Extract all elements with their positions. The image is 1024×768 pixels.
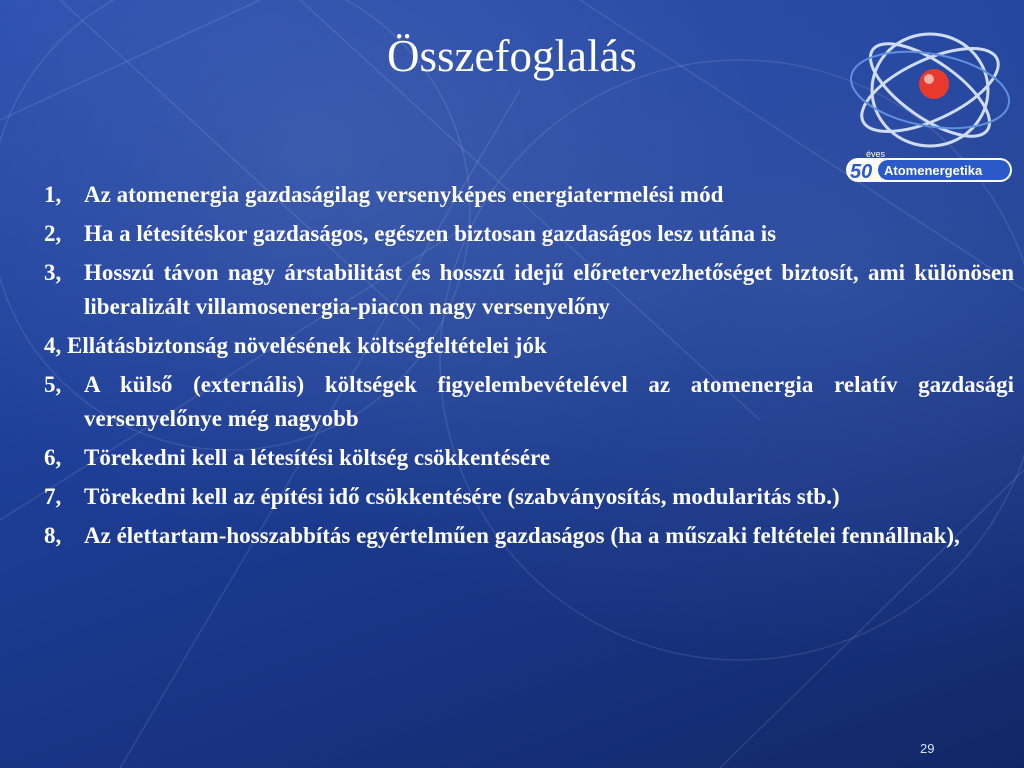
item-number: 5,	[44, 372, 62, 397]
item-number: 7,	[44, 484, 62, 509]
item-text: Az atomenergia gazdaságilag versenyképes energiatermelési mód	[84, 182, 724, 207]
item-text: Törekedni kell a létesítési költség csökkentésére	[84, 445, 551, 470]
list-item	[44, 256, 1014, 324]
item-number: 6,	[44, 445, 62, 470]
list-item	[44, 178, 1014, 212]
slide-title: Összefoglalás	[387, 31, 637, 81]
item-number: 8,	[44, 523, 62, 548]
atomenergetika-logo-icon	[838, 12, 1014, 190]
item-number: 2,	[44, 221, 62, 246]
item-text: Törekedni kell az építési idő csökkentésére (szabványosítás, modularitás stb.)	[84, 484, 840, 509]
list-item	[44, 217, 1014, 251]
item-text: Ha a létesítéskor gazdaságos, egészen biztosan gazdaságos lesz utána is	[84, 221, 777, 246]
item-number: 3,	[44, 260, 62, 285]
list-item	[44, 480, 1014, 514]
page-number: 29	[920, 741, 935, 756]
item-number: 1,	[44, 182, 62, 207]
list-item	[44, 441, 1014, 475]
svg-text:éves: éves	[866, 149, 886, 159]
list-item	[44, 519, 1014, 553]
list-item	[44, 368, 1014, 436]
svg-text:50: 50	[850, 161, 873, 183]
item-text: Az élettartam-hosszabbítás egyértelműen gazdaságos (ha a műszaki feltételei fennállnak),	[84, 523, 960, 548]
item-text: A külső (externális) költségek figyelembevételével az atomenergia relatív gazdasági versenyelőnye még nagyobb	[84, 372, 1014, 431]
list-item: 4, Ellátásbiztonság növelésének költségfeltételei jók	[44, 333, 547, 358]
summary-list	[44, 178, 1014, 558]
item-text: Hosszú távon nagy árstabilitást és hosszú idejű előretervezhetőséget biztosít, ami különösen liberalizált villamosenergia-piacon nagy versenyelőny	[84, 260, 1014, 319]
svg-text:Atomenergetika: Atomenergetika	[884, 163, 983, 178]
